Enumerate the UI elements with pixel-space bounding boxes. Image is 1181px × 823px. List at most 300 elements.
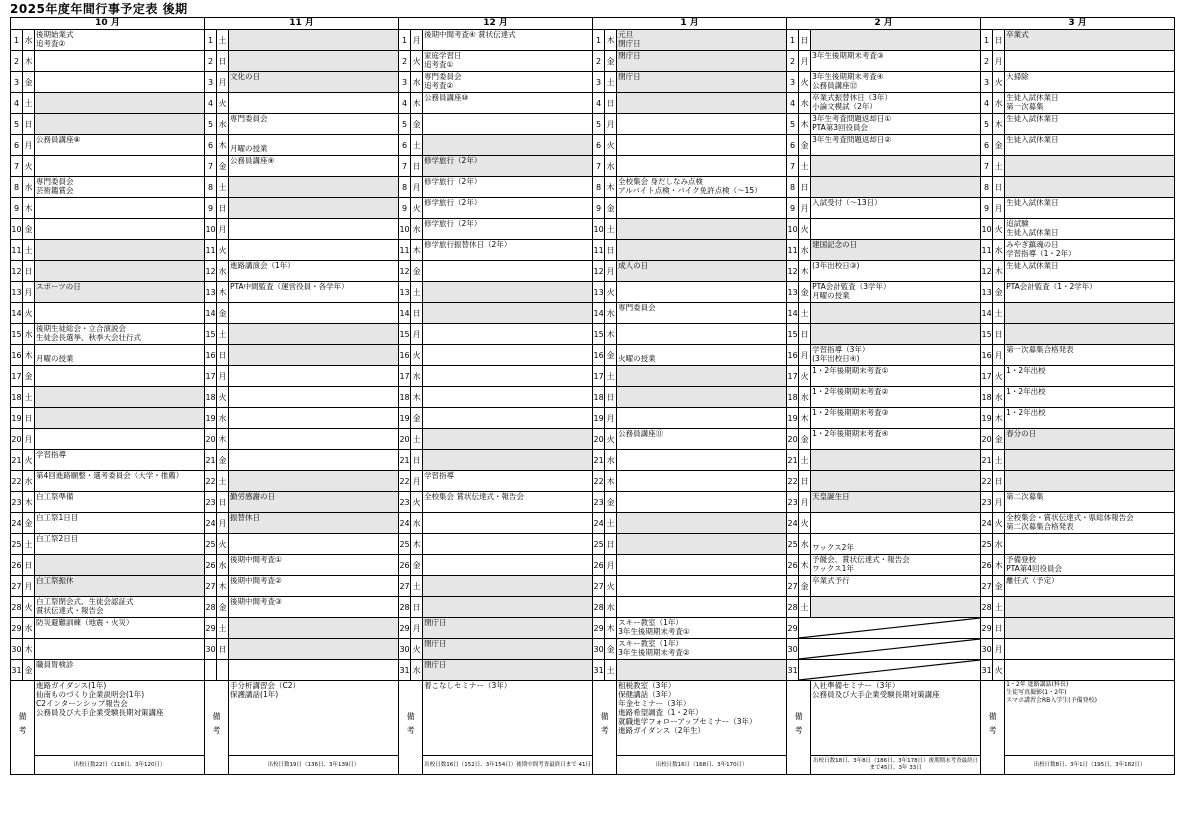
day-number: 1: [787, 30, 799, 51]
day-events: [423, 282, 593, 303]
event-text: 建国記念の日: [812, 240, 858, 249]
day-number: 6: [593, 135, 605, 156]
event-text: 卒業式: [1006, 30, 1029, 39]
weekday: 日: [605, 534, 617, 555]
weekday: 火: [605, 429, 617, 450]
weekday: 土: [411, 576, 423, 597]
school-days-summary: 出校日数16日（152日、3年154日）後期中間考査最終日まで 41日: [423, 756, 593, 775]
weekday: 金: [605, 51, 617, 72]
day-events: [229, 534, 399, 555]
weekday: 土: [411, 135, 423, 156]
event-text: 第一次募集合格発表: [1006, 345, 1074, 354]
weekday: 木: [23, 51, 35, 72]
day-number: 24: [399, 513, 411, 534]
day-number: 30: [399, 639, 411, 660]
weekday: 水: [411, 366, 423, 387]
day-events: [811, 282, 981, 303]
day-number: 2: [787, 51, 799, 72]
event-text: 元旦: [618, 30, 634, 39]
day-number: 20: [593, 429, 605, 450]
event-text: 後期始業式: [36, 30, 74, 39]
weekday: 水: [993, 387, 1005, 408]
day-events: [35, 240, 205, 261]
day-events: [811, 534, 981, 555]
event-text: 学習指導: [36, 450, 66, 459]
day-row: [11, 198, 1175, 219]
day-number: 27: [11, 576, 23, 597]
day-events: [35, 534, 205, 555]
month-header: 11 月: [205, 18, 399, 30]
day-number: 11: [787, 240, 799, 261]
day-row: [11, 303, 1175, 324]
day-number: 26: [11, 555, 23, 576]
day-number: 3: [593, 72, 605, 93]
weekday: 火: [605, 282, 617, 303]
day-row: [11, 177, 1175, 198]
day-events: [229, 219, 399, 240]
weekday: 月: [23, 282, 35, 303]
day-events: [811, 114, 981, 135]
day-number: 27: [981, 576, 993, 597]
weekday: 日: [605, 93, 617, 114]
event-text: 公務員講座⑧: [36, 135, 81, 144]
day-number: 6: [787, 135, 799, 156]
day-events: [1005, 72, 1175, 93]
weekday: 火: [23, 156, 35, 177]
day-events: [229, 198, 399, 219]
weekday: 土: [217, 324, 229, 345]
weekday: 月: [605, 555, 617, 576]
day-row: [11, 30, 1175, 51]
day-number: 19: [787, 408, 799, 429]
notes-row: [11, 681, 1175, 756]
weekday: 木: [993, 114, 1005, 135]
weekday: 金: [217, 303, 229, 324]
day-events: [35, 597, 205, 618]
day-number: 7: [981, 156, 993, 177]
day-number: 24: [787, 513, 799, 534]
day-events: [811, 156, 981, 177]
event-text: 家庭学習日: [424, 51, 462, 60]
day-events: [229, 240, 399, 261]
day-events: [229, 177, 399, 198]
day-events: [617, 366, 787, 387]
event-text: 大掃除: [1006, 72, 1029, 81]
event-text: 3年生考査問題返却日①: [812, 114, 892, 123]
day-events: [229, 387, 399, 408]
day-number: 26: [205, 555, 217, 576]
weekday: 火: [605, 135, 617, 156]
day-number: 17: [399, 366, 411, 387]
day-events: [423, 303, 593, 324]
day-events: [811, 93, 981, 114]
notes-label: [399, 681, 423, 775]
weekday: 水: [217, 261, 229, 282]
day-number: 31: [593, 660, 605, 681]
day-events: [617, 240, 787, 261]
event-text: 離任式（予定）: [1006, 576, 1059, 585]
day-events: [35, 366, 205, 387]
day-events: [229, 282, 399, 303]
note-text: 進路ガイダンス(1年): [36, 681, 107, 690]
weekday: 金: [23, 513, 35, 534]
note-text: 進路ガイダンス（2年生）: [618, 726, 705, 735]
weekday: 木: [605, 177, 617, 198]
note-text: 就職進学フォローアップセミナー（3年）: [618, 717, 757, 726]
note-text: 保護講話(1年): [230, 690, 279, 699]
day-row: [11, 135, 1175, 156]
day-events: [35, 513, 205, 534]
day-number: 27: [399, 576, 411, 597]
day-events: [1005, 282, 1175, 303]
day-events: [617, 555, 787, 576]
event-text: 修学旅行（2年）: [424, 156, 482, 165]
weekday: 木: [605, 471, 617, 492]
day-events: [423, 366, 593, 387]
day-events: [1005, 660, 1175, 681]
day-number: 29: [787, 618, 799, 639]
day-number: 30: [787, 639, 799, 660]
day-events: [35, 156, 205, 177]
weekday: 金: [217, 597, 229, 618]
day-events: [617, 639, 787, 660]
event-text: 職員胃検診: [36, 660, 74, 669]
event-text: スポーツの日: [36, 282, 81, 291]
weekday: 水: [23, 618, 35, 639]
day-events: [617, 30, 787, 51]
event-text: 学習指導（3年）: [812, 345, 870, 354]
day-row: [11, 345, 1175, 366]
event-text: 1・2年出校: [1006, 366, 1046, 375]
day-number: 12: [205, 261, 217, 282]
weekday: 月: [217, 219, 229, 240]
day-events: [617, 324, 787, 345]
weekday: 月: [799, 345, 811, 366]
month-header-row: [11, 18, 1175, 30]
day-events: [35, 219, 205, 240]
weekday: 金: [411, 555, 423, 576]
calendar: [10, 17, 1175, 775]
event-text: 生徒入試休業日: [1006, 93, 1059, 102]
day-events: [617, 576, 787, 597]
weekday: 月: [411, 324, 423, 345]
event-text: 後期中間考査③: [230, 597, 282, 606]
weekday: 木: [23, 198, 35, 219]
event-text: PTA第4回役員会: [1006, 564, 1063, 573]
day-number: 28: [981, 597, 993, 618]
month-header: 12 月: [399, 18, 593, 30]
weekday: 月: [411, 471, 423, 492]
weekday: 木: [217, 429, 229, 450]
day-row: [11, 387, 1175, 408]
day-number: 7: [593, 156, 605, 177]
day-number: 15: [11, 324, 23, 345]
weekday: 木: [993, 261, 1005, 282]
event-text: 小論文模試（2年）: [812, 102, 877, 111]
event-text: 芸術鑑賞会: [36, 186, 74, 195]
day-events: [229, 345, 399, 366]
day-events: [1005, 219, 1175, 240]
weekday: 木: [993, 408, 1005, 429]
day-number: 12: [11, 261, 23, 282]
weekday: 水: [605, 303, 617, 324]
day-row: [11, 576, 1175, 597]
day-number: 29: [399, 618, 411, 639]
day-number: 12: [787, 261, 799, 282]
day-row: [11, 618, 1175, 639]
weekday: 日: [993, 324, 1005, 345]
day-number: 18: [787, 387, 799, 408]
day-number: 2: [399, 51, 411, 72]
day-number: 11: [11, 240, 23, 261]
day-events: [229, 261, 399, 282]
weekday: 月: [993, 492, 1005, 513]
day-events: [423, 576, 593, 597]
weekday: 木: [605, 30, 617, 51]
day-events: [811, 51, 981, 72]
notes-label: [11, 681, 35, 775]
note-text: 仙南ものづくり企業説明会(1年): [36, 690, 145, 699]
day-events: [811, 450, 981, 471]
day-number: 16: [981, 345, 993, 366]
day-row: [11, 555, 1175, 576]
day-number: 27: [787, 576, 799, 597]
day-number: 20: [205, 429, 217, 450]
event-text: 閉庁日: [618, 39, 641, 48]
unused-day-slash: [799, 639, 980, 659]
day-number: 30: [981, 639, 993, 660]
event-text: 賞状伝達式・報告会: [36, 606, 104, 615]
weekday: 水: [993, 93, 1005, 114]
day-number: 28: [205, 597, 217, 618]
weekday: 水: [411, 660, 423, 681]
month-header: 10 月: [11, 18, 205, 30]
day-events: [423, 156, 593, 177]
day-number: 26: [399, 555, 411, 576]
weekday: 日: [217, 198, 229, 219]
day-number: 5: [593, 114, 605, 135]
day-number: 9: [593, 198, 605, 219]
day-row: [11, 261, 1175, 282]
weekday: 土: [217, 471, 229, 492]
day-row: [11, 408, 1175, 429]
day-number: 30: [11, 639, 23, 660]
day-number: 2: [11, 51, 23, 72]
weekday: 金: [993, 576, 1005, 597]
weekday: 木: [411, 534, 423, 555]
day-events: [1005, 492, 1175, 513]
day-number: 17: [593, 366, 605, 387]
event-text: (3年出校日④): [812, 354, 860, 363]
day-events: [811, 303, 981, 324]
day-number: 25: [205, 534, 217, 555]
day-number: 14: [981, 303, 993, 324]
weekday: 月: [605, 261, 617, 282]
weekday: 木: [23, 492, 35, 513]
weekday: 火: [993, 513, 1005, 534]
school-days-summary: 出校日数19日（136日、3年139日）: [229, 756, 399, 775]
weekday: 日: [411, 156, 423, 177]
weekday: 土: [23, 240, 35, 261]
notes-cell: [811, 681, 981, 756]
day-events: [423, 534, 593, 555]
event-text: 予餞会、賞状伝達式・報告会: [812, 555, 910, 564]
event-text: ワックス2年: [812, 543, 854, 552]
day-events: [35, 492, 205, 513]
day-number: 1: [11, 30, 23, 51]
day-number: 18: [593, 387, 605, 408]
day-number: 15: [787, 324, 799, 345]
weekday: 日: [411, 450, 423, 471]
day-number: 26: [787, 555, 799, 576]
event-text: 春分の日: [1006, 429, 1037, 438]
day-number: 7: [205, 156, 217, 177]
weekday: 日: [799, 471, 811, 492]
day-events: [617, 618, 787, 639]
weekday: 水: [993, 534, 1005, 555]
event-text: [618, 345, 785, 354]
weekday: 土: [605, 660, 617, 681]
day-events: [617, 114, 787, 135]
event-text: 追考査①: [424, 60, 454, 69]
weekday: 土: [993, 450, 1005, 471]
event-text: 卒業式予行: [812, 576, 850, 585]
weekday: 日: [799, 30, 811, 51]
day-events: [1005, 597, 1175, 618]
day-number: 4: [981, 93, 993, 114]
day-events: [35, 408, 205, 429]
day-events: [811, 240, 981, 261]
day-events: [617, 534, 787, 555]
weekday: 水: [799, 240, 811, 261]
day-number: 2: [981, 51, 993, 72]
day-events: [423, 471, 593, 492]
day-events: [423, 51, 593, 72]
day-events: [35, 135, 205, 156]
event-text: 閉庁日: [424, 639, 447, 648]
day-number: 9: [11, 198, 23, 219]
event-text: 火曜の授業: [618, 354, 656, 363]
day-number: 9: [205, 198, 217, 219]
day-events: [229, 114, 399, 135]
day-events: [1005, 261, 1175, 282]
event-text: 勤労感謝の日: [230, 492, 276, 501]
page-title: 2025年度年間行事予定表 後期: [10, 2, 188, 16]
day-number: 19: [981, 408, 993, 429]
day-number: 1: [593, 30, 605, 51]
event-text: 修学旅行振替休日（2年）: [424, 240, 512, 249]
day-row: [11, 492, 1175, 513]
day-number: 25: [11, 534, 23, 555]
day-number: 10: [11, 219, 23, 240]
day-row: [11, 240, 1175, 261]
weekday: 火: [993, 366, 1005, 387]
event-text: 生徒入試休業日: [1006, 228, 1059, 237]
note-text: 入社準備セミナー（3年）: [812, 681, 900, 690]
day-row: [11, 156, 1175, 177]
day-number: 13: [787, 282, 799, 303]
day-number: 22: [11, 471, 23, 492]
day-number: 19: [593, 408, 605, 429]
day-events: [423, 618, 593, 639]
event-text: 公務員講座⑫: [812, 81, 858, 90]
day-number: 9: [981, 198, 993, 219]
weekday: 土: [605, 513, 617, 534]
month-header: 2 月: [787, 18, 981, 30]
day-events: [229, 30, 399, 51]
day-events: [1005, 93, 1175, 114]
day-number: 14: [593, 303, 605, 324]
weekday: 木: [799, 408, 811, 429]
day-number: 9: [399, 198, 411, 219]
weekday: 金: [605, 345, 617, 366]
day-events: [229, 303, 399, 324]
day-number: 20: [787, 429, 799, 450]
day-number: 1: [205, 30, 217, 51]
day-number: 20: [981, 429, 993, 450]
event-text: 3年生後期期末考査③: [812, 51, 884, 60]
day-events: [811, 219, 981, 240]
day-events: [423, 660, 593, 681]
weekday: 月: [411, 177, 423, 198]
weekday: 火: [217, 93, 229, 114]
day-number: 29: [11, 618, 23, 639]
day-number: 8: [787, 177, 799, 198]
day-events: [811, 471, 981, 492]
weekday: 土: [23, 93, 35, 114]
weekday: 水: [605, 597, 617, 618]
day-row: [11, 639, 1175, 660]
weekday: 金: [411, 114, 423, 135]
notes-label: [593, 681, 617, 775]
weekday: 水: [799, 387, 811, 408]
weekday: 金: [605, 198, 617, 219]
note-text: 着こなしセミナー（3年）: [424, 681, 512, 690]
weekday: 土: [217, 177, 229, 198]
day-events: [35, 660, 205, 681]
day-events: [35, 51, 205, 72]
weekday: 火: [993, 72, 1005, 93]
day-number: 3: [981, 72, 993, 93]
event-text: アルバイト点検・バイク免許点検（～15）: [618, 186, 762, 195]
notes-cell: [617, 681, 787, 756]
weekday: 月: [993, 345, 1005, 366]
day-events: [617, 198, 787, 219]
day-number: 6: [11, 135, 23, 156]
day-events: [423, 30, 593, 51]
weekday: 日: [411, 303, 423, 324]
day-number: 31: [787, 660, 799, 681]
notes-cell: [229, 681, 399, 756]
day-events: [617, 135, 787, 156]
day-row: [11, 513, 1175, 534]
day-number: 29: [981, 618, 993, 639]
day-events: [423, 450, 593, 471]
day-row: [11, 93, 1175, 114]
day-events: [229, 576, 399, 597]
weekday: 日: [23, 261, 35, 282]
day-number: 21: [981, 450, 993, 471]
event-text: 1・2年後期期末考査①: [812, 366, 889, 375]
day-events: [1005, 135, 1175, 156]
weekday: 火: [217, 534, 229, 555]
day-number: 21: [399, 450, 411, 471]
event-text: 白工祭1日目: [36, 513, 79, 522]
day-number: 11: [981, 240, 993, 261]
weekday: 日: [993, 30, 1005, 51]
day-number: 8: [981, 177, 993, 198]
weekday: 土: [799, 450, 811, 471]
